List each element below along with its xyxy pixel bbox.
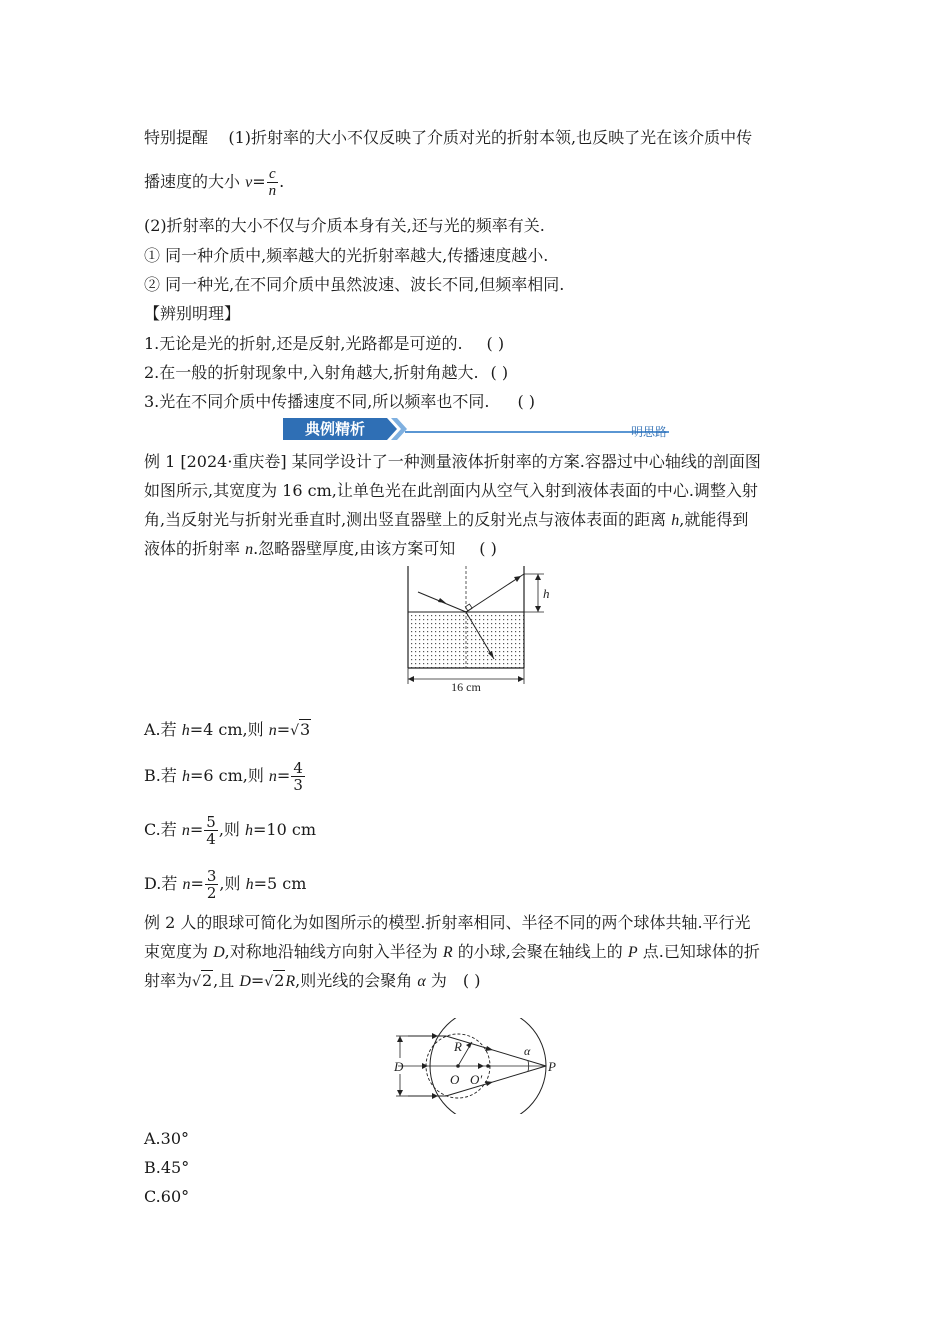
fraction-3-2: $\frac{3}{2}$ [206, 867, 217, 902]
label-D: D [394, 1059, 404, 1074]
banner-subtitle: 明思路 [630, 425, 668, 439]
tip-label: 特别提醒 [144, 128, 209, 147]
reflected-ray [466, 574, 524, 612]
ex2-line-1: 例 2 人的眼球可简化为如图所示的模型.折射率相同、半径不同的两个球体共轴.平行光 [144, 913, 751, 932]
judge-item-1: 1.无论是光的折射,还是反射,光路都是可逆的. ( ) [144, 334, 505, 353]
ex1-line-1: 例 1 [2024·重庆卷] 某同学设计了一种测量液体折射率的方案.容器过中心轴线的剖面图 [144, 452, 761, 471]
ex1-option-d[interactable]: D.若 n= $\frac{3}{2}$ ,则 h=5 cm [144, 867, 307, 902]
ex2-line-2: 束宽度为 D,对称地沿轴线方向射入半径为 R 的小球,会聚在轴线上的 P 点.已知球体的折 [144, 942, 760, 961]
ex2-option-c[interactable]: C.60° [144, 1187, 190, 1206]
tip-line-5: ② 同一种光,在不同介质中虽然波速、波长不同,但频率相同. [144, 275, 565, 294]
ex1-line-2: 如图所示,其宽度为 16 cm,让单色光在此剖面内从空气入射到液体表面的中心.调整入射 [144, 481, 758, 500]
container-diagram [398, 562, 558, 696]
tip-text-1: (1)折射率的大小不仅反映了介质对光的折射本领,也反映了光在该介质中传 [228, 128, 753, 147]
ex2-line-3: 射率为√2,且 D=√2R,则光线的会聚角 α 为 ( ) [144, 971, 481, 990]
label-alpha: α [524, 1044, 531, 1058]
tip-line-4: ① 同一种介质中,频率越大的光折射率越大,传播速度越小. [144, 246, 549, 265]
tip-line-1 [144, 128, 752, 148]
banner-title: 典例精析 [304, 420, 366, 438]
fraction-4-3: $\frac{4}{3}$ [293, 759, 303, 794]
ex1-option-c[interactable]: C.若 n= $\frac{5}{4}$ ,则 h=10 cm [144, 813, 316, 848]
ex1-option-a[interactable]: A.若 h=4 cm,则 n=√3 [144, 720, 311, 739]
judge-title: 【辨别明理】 [144, 304, 241, 323]
label-h: h [543, 586, 550, 601]
judge-item-3: 3.光在不同介质中传播速度不同,所以频率也不同. ( ) [144, 392, 536, 411]
tip-line-3: (2)折射率的大小不仅与介质本身有关,还与光的频率有关. [144, 216, 545, 235]
fraction-c-over-n: $\frac{c}{n}$ [268, 166, 277, 199]
label-width: 16 cm [451, 680, 481, 694]
sqrt-2-b: √2 [264, 971, 285, 990]
ex2-option-b[interactable]: B.45° [144, 1158, 190, 1177]
ex2-option-a[interactable]: A.30° [144, 1129, 189, 1148]
sqrt-3: √3 [290, 720, 311, 739]
label-R: R [454, 1039, 462, 1054]
ex1-line-3: 角,当反射光与折射光垂直时,测出竖直器壁上的反射光点与液体表面的距离 h,就能得到 [144, 510, 749, 529]
eye-diagram [388, 1018, 568, 1114]
liquid [408, 612, 524, 668]
judge-item-2: 2.在一般的折射现象中,入射角越大,折射角越大. ( ) [144, 363, 509, 382]
label-P: P [548, 1059, 556, 1074]
section-banner [283, 418, 669, 440]
tip-line-2: 播速度的大小 v= $\frac{c}{n}$ . [144, 166, 285, 199]
ex1-option-b[interactable]: B.若 h=6 cm,则 n= $\frac{4}{3}$ [144, 759, 303, 794]
label-O-prime: O′ [470, 1072, 483, 1087]
fraction-5-4: $\frac{5}{4}$ [206, 813, 216, 848]
ex1-line-4: 液体的折射率 n.忽略器壁厚度,由该方案可知 ( ) [144, 539, 497, 558]
banner-graphic [283, 418, 669, 440]
label-O: O [450, 1072, 460, 1087]
sqrt-2: √2 [192, 971, 213, 990]
